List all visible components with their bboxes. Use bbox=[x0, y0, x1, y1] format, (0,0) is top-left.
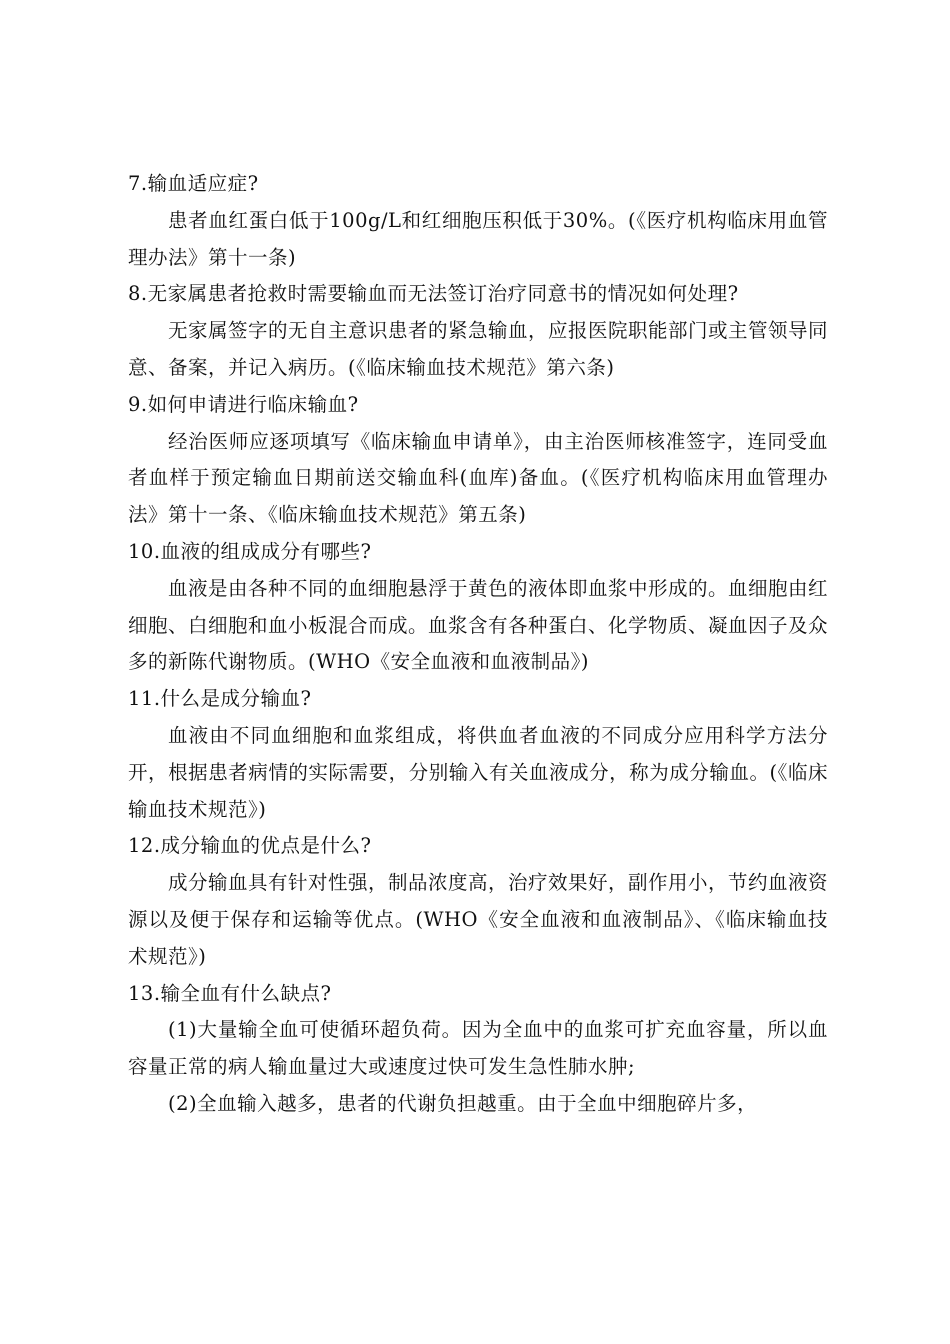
document-body bbox=[128, 166, 828, 1123]
answer-11: 血液由不同血细胞和血浆组成，将供血者血液的不同成分应用科学方法分开，根据患者病情的实际需要，分别输入有关血液成分，称为成分输血。(《临床输血技术规范》) bbox=[128, 723, 828, 821]
answer-13-part-1: (1)大量输全血可使循环超负荷。因为全血中的血浆可扩充血容量，所以血容量正常的病人输血量过大或速度过快可发生急性肺水肿; bbox=[128, 1018, 828, 1079]
question-13: 13.输全血有什么缺点? bbox=[128, 981, 332, 1005]
question-12: 12.成分输血的优点是什么? bbox=[128, 834, 372, 858]
answer-8: 无家属签字的无自主意识患者的紧急输血，应报医院职能部门或主管领导同意、备案，并记入病历。(《临床输血技术规范》第六条) bbox=[128, 319, 829, 379]
question-11: 11.什么是成分输血? bbox=[128, 687, 312, 711]
question-9: 9.如何申请进行临床输血? bbox=[128, 392, 359, 416]
question-10: 10.血液的组成成分有哪些? bbox=[128, 539, 372, 563]
answer-7: 患者血红蛋白低于100g/L和红细胞压积低于30%。(《医疗机构临床用血管理办法》第十一条) bbox=[128, 208, 828, 269]
answer-12: 成分输血具有针对性强，制品浓度高，治疗效果好，副作用小，节约血液资源以及便于保存和运输等优点。(WHO《安全血液和血液制品》、《临床输血技术规范》) bbox=[128, 871, 829, 968]
answer-13-part-2: (2)全血输入越多，患者的代谢负担越重。由于全血中细胞碎片多， bbox=[168, 1091, 758, 1115]
question-8: 8.无家属患者抢救时需要输血而无法签订治疗同意书的情况如何处理? bbox=[128, 282, 739, 306]
answer-10: 血液是由各种不同的血细胞悬浮于黄色的液体即血浆中形成的。血细胞由红细胞、白细胞和血小板混合而成。血浆含有各种蛋白、化学物质、凝血因子及众多的新陈代谢物质。(WHO《安全血液和血液制品》) bbox=[128, 576, 829, 674]
question-7: 7.输血适应症? bbox=[128, 172, 259, 195]
answer-9: 经治医师应逐项填写《临床输血申请单》，由主治医师核准签字，连同受血者血样于预定输血日期前送交输血科(血库)备血。(《医疗机构临床用血管理办法》第十一条、《临床输血技术规范》第五条) bbox=[128, 429, 828, 527]
